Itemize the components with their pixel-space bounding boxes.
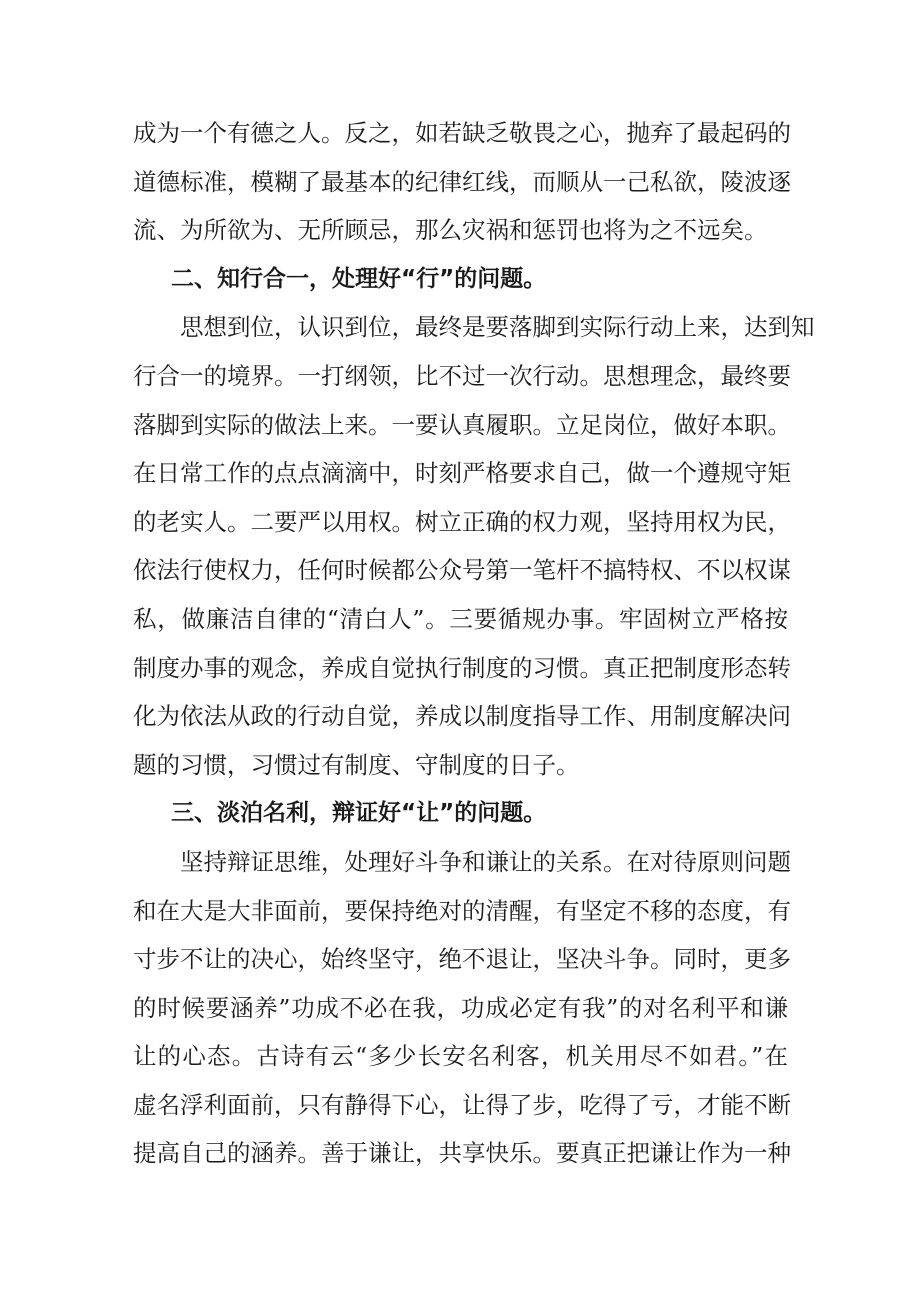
text-line: 的时候要涵养”功成不必在我，功成必定有我”的对名利平和谦 [133,993,788,1022]
paragraph-section-3 [133,838,791,1178]
text-line: 道德标准，模糊了最基本的纪律红线，而顺从一己私欲，陵波逐 [133,167,791,196]
paragraph-intro [133,109,791,255]
text-line: 坚持辩证思维，处理好斗争和谦让的关系。在对待原则问题 [180,847,791,876]
paragraph-section-2 [133,303,815,789]
text-line: 在日常工作的点点滴滴中，时刻严格要求自己，做一个遵规守矩 [133,459,791,488]
document-body [133,109,815,1178]
text-line: 制度办事的观念，养成自觉执行制度的习惯。真正把制度形态转 [133,653,791,682]
text-line: 虚名浮利面前，只有静得下心，让得了步，吃得了亏，才能不断 [133,1090,791,1119]
text-line: 落脚到实际的做法上来。一要认真履职。立足岗位，做好本职。 [133,410,791,439]
text-line: 流、为所欲为、无所顾忌，那么灾祸和惩罚也将为之不远矣。 [133,216,768,245]
text-line: 行合一的境界。一打纲领，比不过一次行动。思想理念，最终要 [133,361,791,390]
text-line: 的老实人。二要严以用权。树立正确的权力观，坚持用权为民， [133,507,791,536]
text-line: 依法行使权力，任何时候都公众号第一笔杆不搞特权、不以权谋 [133,556,791,585]
text-line: 成为一个有德之人。反之，如若缺乏敬畏之心，抛弃了最起码的 [133,119,791,147]
section-heading-3: 三、淡泊名利，辩证好“让”的问题。 [171,800,547,827]
text-line: 寸步不让的决心，始终坚守，绝不退让，坚决斗争。同时，更多 [133,945,791,974]
text-line: 题的习惯，习惯过有制度、守制度的日子。 [133,750,580,779]
section-heading-2: 二、知行合一，处理好“行”的问题。 [171,265,547,292]
text-line: 私，做廉洁自律的“清白人”。三要循规办事。牢固树立严格按 [133,604,788,633]
text-line: 和在大是大非面前，要保持绝对的清醒，有坚定不移的态度，有 [133,896,791,925]
text-line: 思想到位，认识到位，最终是要落脚到实际行动上来，达到知 [180,313,815,342]
text-line: 提高自己的涵养。善于谦让，共享快乐。要真正把谦让作为一种 [133,1139,791,1168]
text-line: 化为依法从政的行动自觉，养成以制度指导工作、用制度解决问 [133,702,791,731]
text-line: 让的心态。古诗有云“多少长安名利客，机关用尽不如君。”在 [133,1042,788,1071]
